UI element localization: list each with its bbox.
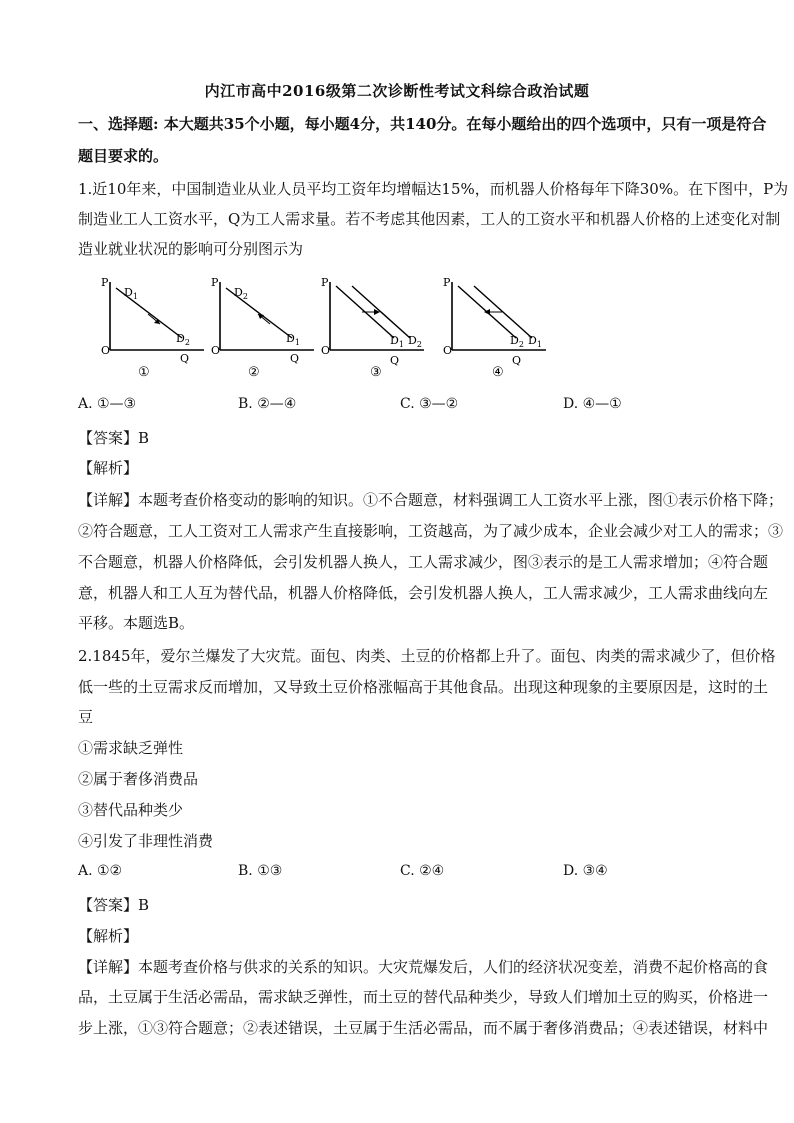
q2-item: ④引发了非理性消费 (78, 832, 214, 850)
q1-detail-line-3: 不合题意，机器人价格降低，会引发机器人换人，工人需求减少，图③表示的是工人需求增加；④符合题 (78, 553, 769, 571)
curve-label-top: $D_2$ (234, 286, 248, 301)
q-label: Q (180, 352, 190, 365)
curve-label-right: $D_2$ (408, 334, 422, 349)
q-label: Q (290, 352, 300, 365)
q2-analysis-label: 【解析】 (78, 927, 139, 945)
q2-option-c: C. ②④ (400, 863, 445, 879)
q1-detail-line-5: 平移。本题选B。 (78, 614, 195, 632)
o-label: O (101, 344, 111, 357)
p-label: P (101, 276, 109, 289)
q1-detail-line-1: 【详解】本题考查价格变动的影响的知识。①不合题意，材料强调工人工资水平上涨，图①表示价格下降； (78, 491, 784, 509)
p-label: P (443, 276, 451, 289)
q2-option-a: A. ①② (78, 863, 123, 879)
curve-label-bottom: $D_2$ (176, 332, 190, 347)
demand-graph-2 (208, 272, 331, 382)
curve-label-left: $D_2$ (510, 334, 524, 349)
q1-option-b: B. ②—④ (238, 396, 297, 412)
q1-answer: 【答案】B (78, 429, 150, 447)
p-label: P (321, 276, 329, 289)
demand-curve-right (352, 286, 410, 338)
graph-number: ② (248, 365, 260, 380)
q2-answer: 【答案】B (78, 896, 150, 914)
curve-label-top: $D_1$ (124, 286, 138, 301)
q2-item: ①需求缺乏弹性 (78, 739, 184, 757)
curve-label-bottom: $D_1$ (286, 332, 300, 347)
graph-number: ④ (492, 365, 504, 380)
curve-label-left: $D_1$ (390, 334, 404, 349)
section-heading: 一、选择题: 本大题共35个小题，每小题4分，共140分。在每小题给出的四个选项中，只有一项是符合 (78, 115, 767, 133)
section-heading-cont: 题目要求的。 (78, 147, 169, 165)
demand-graph-4 (440, 272, 560, 382)
q1-option-a: A. ①—③ (78, 396, 137, 412)
graph-number: ③ (370, 365, 382, 380)
o-label: O (321, 344, 331, 357)
q-label: Q (390, 354, 400, 367)
graph-number: ① (138, 365, 150, 380)
q2-item: ③替代品种类少 (78, 801, 184, 819)
q2-option-b: B. ①③ (238, 863, 283, 879)
q2-detail-line-2: 品，土豆属于生活必需品，需求缺乏弹性，而土豆的替代品种类少，导致人们增加土豆的购买，价格进一 (78, 988, 769, 1006)
q1-detail-line-2: ②符合题意，工人工资对工人需求产生直接影响，工资越高，为了减少成本，企业会减少对工人的需求；③ (78, 522, 784, 540)
demand-curve-right (474, 286, 532, 338)
q1-stem-line-1: 1.近10年来，中国制造业从业人员平均工资年均增幅达15%，而机器人价格每年下降30%。在下图中，P为 (78, 180, 789, 198)
demand-graph-3 (318, 272, 438, 382)
q1-stem-line-2: 制造业工人工资水平，Q为工人需求量。若不考虑其他因素，工人的工资水平和机器人价格的上述变化对制 (78, 210, 781, 228)
q2-detail-line-1: 【详解】本题考查价格与供求的关系的知识。大灾荒爆发后，人们的经济状况变差，消费不起价格高的食 (78, 958, 769, 976)
q1-detail-line-4: 意，机器人和工人互为替代品，机器人价格降低，会引发机器人换人，工人需求减少，工人需求曲线向左 (78, 584, 769, 602)
q-label: Q (512, 354, 522, 367)
curve-label-right: $D_1$ (528, 334, 542, 349)
q2-stem-line-3: 豆 (78, 708, 94, 726)
q2-item: ②属于奢侈消费品 (78, 770, 199, 788)
q1-option-d: D. ④—① (563, 396, 622, 412)
q1-option-c: C. ③—② (400, 396, 459, 412)
q2-stem-line-2: 低一些的土豆需求反而增加，又导致土豆价格涨幅高于其他食品。出现这种现象的主要原因是，这时的土 (78, 678, 769, 696)
demand-graph-1 (98, 272, 221, 382)
page-title: 内江市高中2016级第二次诊断性考试文科综合政治试题 (204, 82, 590, 100)
q2-stem-line-1: 2.1845年，爱尔兰爆发了大灾荒。面包、肉类、土豆的价格都上升了。面包、肉类的需求减少了，但价格 (78, 647, 776, 665)
q1-analysis-label: 【解析】 (78, 459, 139, 477)
q2-option-d: D. ③④ (563, 863, 608, 879)
p-label: P (211, 276, 219, 289)
q1-stem-line-3: 造业就业状况的影响可分别图示为 (78, 240, 304, 258)
o-label: O (211, 344, 221, 357)
q2-detail-line-3: 步上涨，①③符合题意；②表述错误，土豆属于生活必需品，而不属于奢侈消费品；④表述错误，材料中 (78, 1019, 769, 1037)
o-label: O (443, 344, 453, 357)
